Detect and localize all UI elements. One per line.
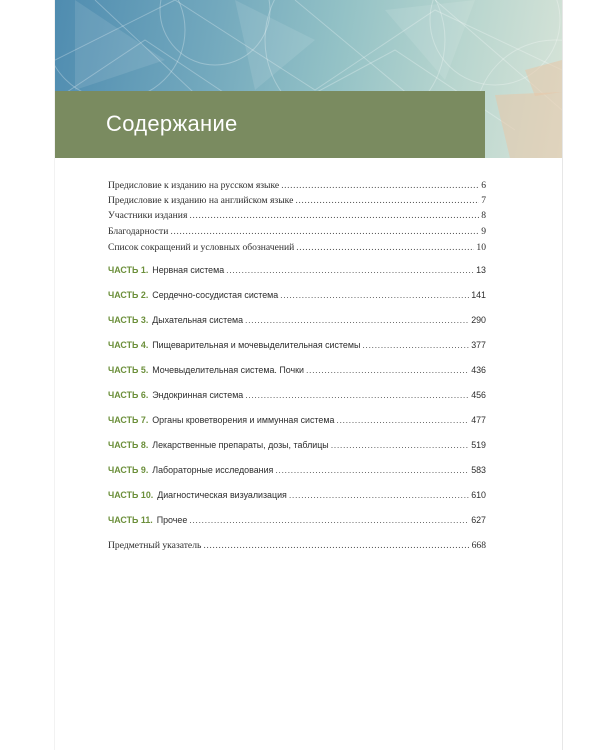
dot-leader — [362, 340, 469, 350]
toc-entry-page: 8 — [481, 210, 486, 221]
toc-entry[interactable] — [108, 195, 486, 206]
toc-entry-page: 583 — [471, 465, 486, 475]
part-number: ЧАСТЬ 5. — [108, 365, 149, 375]
toc-entry[interactable] — [108, 315, 486, 325]
toc-entry-page: 10 — [476, 242, 486, 253]
toc-entry-title: Список сокращений и условных обозначений — [108, 242, 295, 253]
toc-entry-page: 627 — [471, 515, 486, 525]
toc-entry-title: Благодарности — [108, 226, 169, 237]
toc-entry-title: Мочевыделительная система. Почки — [152, 365, 304, 375]
book-page — [55, 0, 562, 750]
toc-entry-title: Участники издания — [108, 210, 188, 221]
dot-leader — [245, 315, 469, 325]
toc-entry-title: Диагностическая визуализация — [157, 490, 287, 500]
toc-entry[interactable] — [108, 465, 486, 475]
part-number: ЧАСТЬ 7. — [108, 415, 149, 425]
part-number: ЧАСТЬ 8. — [108, 440, 149, 450]
dot-leader — [226, 265, 474, 275]
toc-entry-page: 9 — [481, 226, 486, 237]
toc-entry-title: Предметный указатель — [108, 540, 202, 551]
dot-leader — [280, 290, 469, 300]
dot-leader — [189, 210, 479, 221]
dot-leader — [295, 195, 479, 206]
toc-entry-page: 7 — [481, 195, 486, 206]
toc-entry-page: 668 — [471, 540, 486, 551]
toc-entry-title: Предисловие к изданию на русском языке — [108, 180, 280, 191]
title-bar — [55, 91, 485, 158]
toc-entry[interactable] — [108, 290, 486, 300]
part-number: ЧАСТЬ 1. — [108, 265, 149, 275]
dot-leader — [170, 226, 479, 237]
part-number: ЧАСТЬ 10. — [108, 490, 154, 500]
toc-entry[interactable] — [108, 540, 486, 551]
dot-leader — [281, 180, 479, 191]
toc-entry[interactable] — [108, 340, 486, 350]
dot-leader — [189, 515, 469, 525]
dot-leader — [306, 365, 469, 375]
page-title: Содержание — [106, 111, 238, 136]
dot-leader — [296, 242, 474, 253]
toc-entry-page: 519 — [471, 440, 486, 450]
toc-entry-title: Лекарственные препараты, дозы, таблицы — [152, 440, 329, 450]
toc-entry[interactable] — [108, 210, 486, 221]
toc-entry-title: Сердечно-сосудистая система — [152, 290, 279, 300]
toc-entry-title: Предисловие к изданию на английском языке — [108, 195, 294, 206]
part-number: ЧАСТЬ 4. — [108, 340, 149, 350]
toc-entry[interactable] — [108, 490, 486, 500]
toc-entry-title: Пищеварительная и мочевыделительная системы — [152, 340, 361, 350]
toc-entry-title: Органы кроветворения и иммунная система — [152, 415, 335, 425]
toc-entry[interactable] — [108, 226, 486, 237]
dot-leader — [275, 465, 469, 475]
toc-entry[interactable] — [108, 365, 486, 375]
toc-entry-page: 456 — [471, 390, 486, 400]
toc-entry-title: Эндокринная система — [152, 390, 244, 400]
dot-leader — [289, 490, 469, 500]
toc-entry[interactable] — [108, 265, 486, 275]
toc-entry-page: 477 — [471, 415, 486, 425]
dot-leader — [245, 390, 469, 400]
part-number: ЧАСТЬ 3. — [108, 315, 149, 325]
toc-entry[interactable] — [108, 515, 486, 525]
toc-entry-page: 290 — [471, 315, 486, 325]
part-number: ЧАСТЬ 2. — [108, 290, 149, 300]
toc-entry-title: Дыхательная система — [152, 315, 244, 325]
part-number: ЧАСТЬ 9. — [108, 465, 149, 475]
toc-entry-title: Прочее — [156, 515, 188, 525]
dot-leader — [336, 415, 469, 425]
toc-entry[interactable] — [108, 242, 486, 253]
toc-entry-title: Нервная система — [152, 265, 225, 275]
dot-leader — [203, 540, 469, 551]
toc-entry[interactable] — [108, 415, 486, 425]
toc-entry-page: 13 — [476, 265, 486, 275]
toc-entry-page: 436 — [471, 365, 486, 375]
dot-leader — [331, 440, 470, 450]
toc-entry-page: 141 — [471, 290, 486, 300]
toc-entry[interactable] — [108, 390, 486, 400]
toc-entry-title: Лабораторные исследования — [152, 465, 274, 475]
toc-entry-page: 377 — [471, 340, 486, 350]
toc-entry-page: 610 — [471, 490, 486, 500]
toc-entry[interactable] — [108, 440, 486, 450]
part-number: ЧАСТЬ 11. — [108, 515, 153, 525]
toc-entry-page: 6 — [481, 180, 486, 191]
part-number: ЧАСТЬ 6. — [108, 390, 149, 400]
toc-entry[interactable] — [108, 180, 486, 191]
